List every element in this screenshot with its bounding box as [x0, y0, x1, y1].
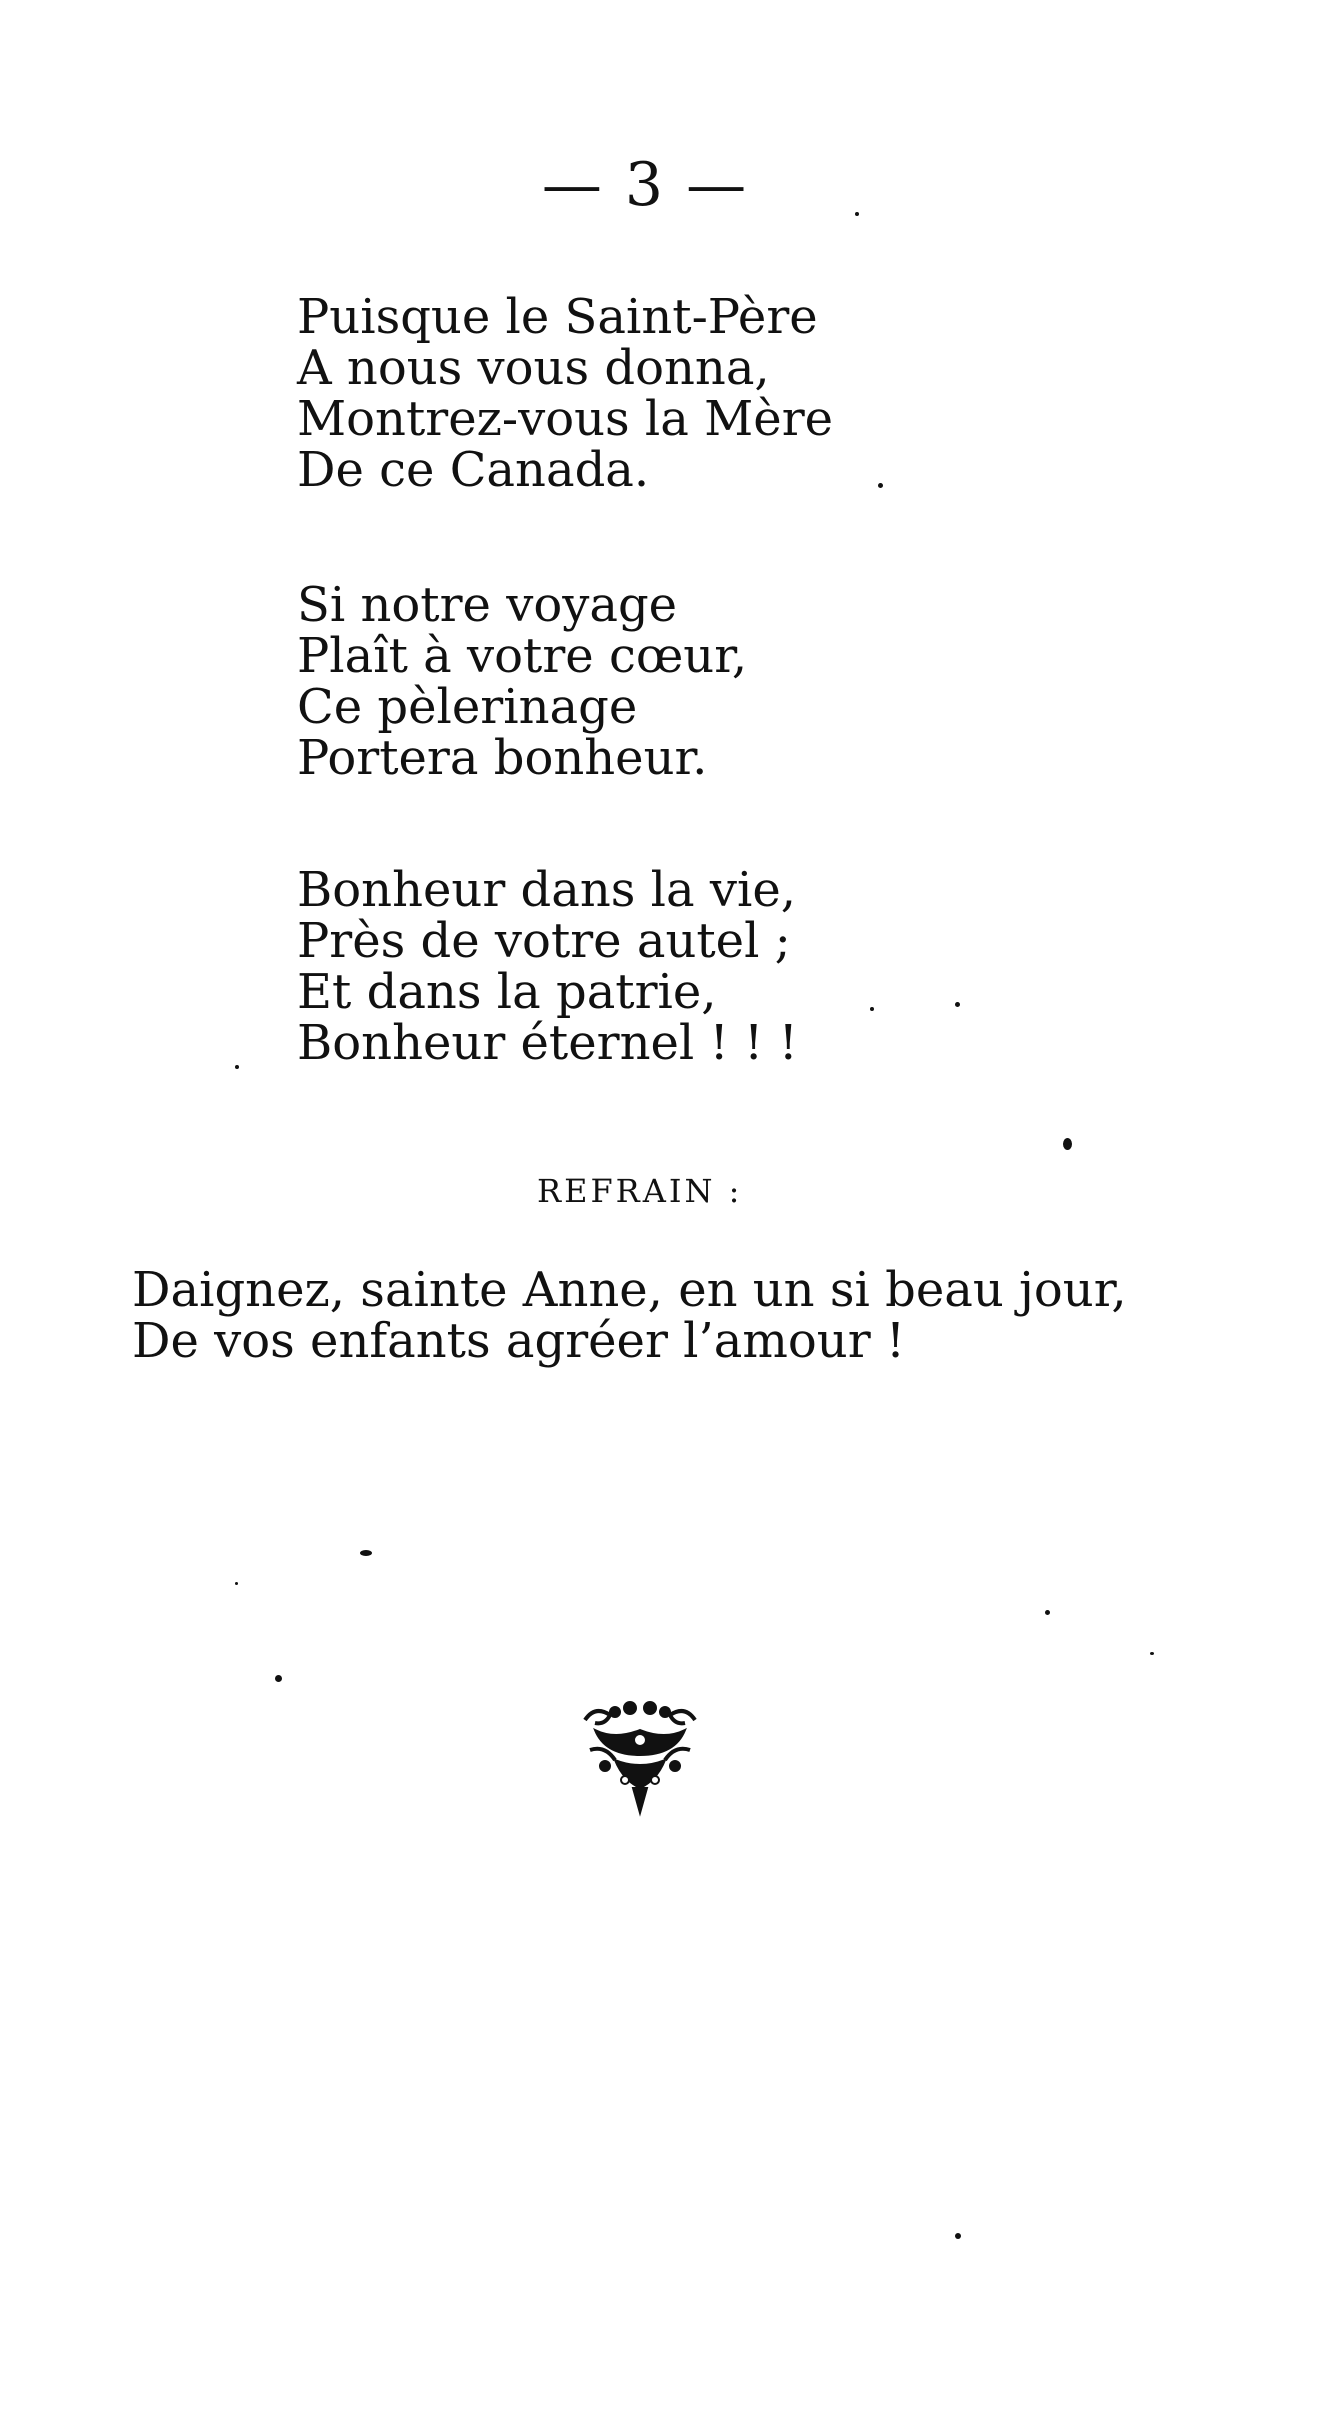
ink-speck	[235, 1065, 239, 1069]
floral-vignette-icon	[575, 1700, 705, 1820]
verse-line: Bonheur dans la vie,	[297, 862, 797, 918]
verse-line: De ce Canada.	[297, 442, 650, 498]
verse-line: Portera bonheur.	[297, 730, 708, 786]
ink-speck	[275, 1675, 282, 1682]
ink-speck	[955, 1002, 960, 1007]
verse-line: Plaît à votre cœur,	[297, 628, 748, 684]
ink-speck	[1150, 1652, 1154, 1655]
ink-speck	[1045, 1610, 1050, 1615]
stanza-3	[297, 862, 798, 1071]
verse-line: Si notre voyage	[297, 577, 678, 633]
ink-speck	[955, 2233, 961, 2239]
verse-line: Bonheur éternel ! ! !	[297, 1015, 798, 1071]
verse-line: Montrez-vous la Mère	[297, 391, 834, 447]
verse-line: A nous vous donna,	[297, 340, 770, 396]
refrain-line: De vos enfants agréer l’amour !	[132, 1313, 906, 1369]
page-number: — 3 —	[541, 150, 749, 220]
stanza-1	[297, 289, 834, 498]
ink-speck	[360, 1550, 372, 1556]
ink-speck	[855, 212, 859, 216]
ink-speck	[235, 1582, 238, 1585]
refrain-line: Daignez, sainte Anne, en un si beau jour,	[132, 1262, 1127, 1318]
ink-speck	[878, 483, 883, 488]
refrain	[132, 1262, 1127, 1369]
verse-line: Et dans la patrie,	[297, 964, 717, 1020]
refrain-label: REFRAIN :	[537, 1172, 743, 1210]
verse-line: Près de votre autel ;	[297, 913, 791, 969]
ink-speck	[870, 1007, 874, 1011]
verse-line: Ce pèlerinage	[297, 679, 638, 735]
stanza-2	[297, 577, 748, 786]
verse-line: Puisque le Saint-Père	[297, 289, 818, 345]
ink-speck	[1063, 1138, 1072, 1150]
